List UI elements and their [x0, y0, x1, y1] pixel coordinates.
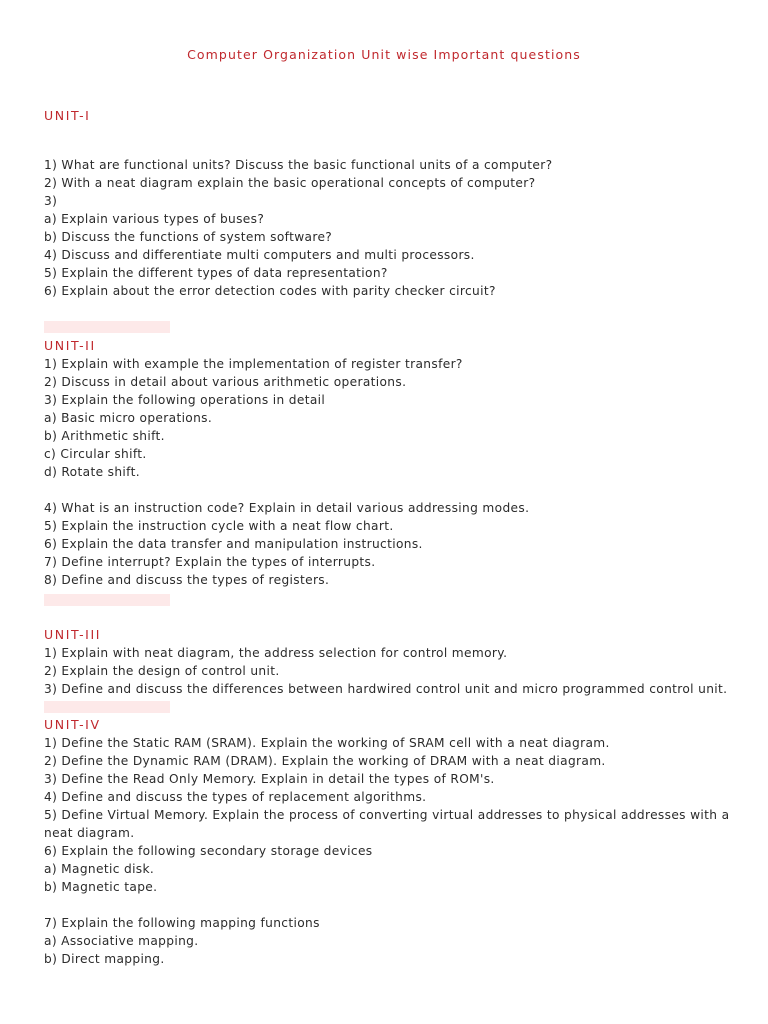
unit-2-question: 1) Explain with example the implementation of register transfer?: [44, 357, 463, 371]
unit-4-question: b) Magnetic tape.: [44, 880, 158, 894]
unit-1-heading: UNIT-I: [44, 108, 91, 123]
unit-4-question: 3) Define the Read Only Memory. Explain in detail the types of ROM's.: [44, 772, 495, 786]
unit-2-question: b) Arithmetic shift.: [44, 429, 165, 443]
unit-1-question: 5) Explain the different types of data representation?: [44, 266, 388, 280]
unit-4-heading: UNIT-IV: [44, 717, 101, 732]
unit-4-question: 6) Explain the following secondary storage devices: [44, 844, 373, 858]
unit-2-heading: UNIT-II: [44, 338, 96, 353]
unit-4-question: neat diagram.: [44, 826, 135, 840]
unit-4-question: a) Magnetic disk.: [44, 862, 155, 876]
faded-watermark: [44, 701, 170, 713]
unit-4-question: 1) Define the Static RAM (SRAM). Explain the working of SRAM cell with a neat diagram.: [44, 736, 610, 750]
unit-2-question: 6) Explain the data transfer and manipulation instructions.: [44, 537, 423, 551]
unit-1-question: 4) Discuss and differentiate multi computers and multi processors.: [44, 248, 475, 262]
unit-1-question: 2) With a neat diagram explain the basic operational concepts of computer?: [44, 176, 536, 190]
unit-2-question: 7) Define interrupt? Explain the types of interrupts.: [44, 555, 376, 569]
unit-4-question: 2) Define the Dynamic RAM (DRAM). Explain the working of DRAM with a neat diagram.: [44, 754, 606, 768]
unit-4-question: a) Associative mapping.: [44, 934, 199, 948]
unit-1-question: 3): [44, 194, 58, 208]
unit-1-question: 6) Explain about the error detection codes with parity checker circuit?: [44, 284, 496, 298]
unit-4-question: 7) Explain the following mapping functions: [44, 916, 320, 930]
unit-2-question: 4) What is an instruction code? Explain in detail various addressing modes.: [44, 501, 530, 515]
unit-1-question: a) Explain various types of buses?: [44, 212, 265, 226]
document-title: Computer Organization Unit wise Important questions: [187, 47, 581, 62]
unit-2-question: 5) Explain the instruction cycle with a neat flow chart.: [44, 519, 394, 533]
unit-2-question: 3) Explain the following operations in detail: [44, 393, 326, 407]
unit-3-question: 1) Explain with neat diagram, the address selection for control memory.: [44, 646, 508, 660]
unit-2-question: a) Basic micro operations.: [44, 411, 213, 425]
unit-1-question: 1) What are functional units? Discuss the basic functional units of a computer?: [44, 158, 553, 172]
unit-2-question: 2) Discuss in detail about various arithmetic operations.: [44, 375, 407, 389]
unit-2-question: d) Rotate shift.: [44, 465, 140, 479]
unit-2-question: 8) Define and discuss the types of registers.: [44, 573, 330, 587]
unit-4-question: b) Direct mapping.: [44, 952, 165, 966]
unit-2-question: c) Circular shift.: [44, 447, 147, 461]
unit-1-question: b) Discuss the functions of system software?: [44, 230, 333, 244]
unit-4-question: 4) Define and discuss the types of replacement algorithms.: [44, 790, 427, 804]
unit-4-question: 5) Define Virtual Memory. Explain the process of converting virtual addresses to physical addresses with a: [44, 808, 730, 822]
faded-watermark: [44, 594, 170, 606]
faded-watermark: [44, 321, 170, 333]
unit-3-heading: UNIT-III: [44, 627, 102, 642]
unit-3-question: 2) Explain the design of control unit.: [44, 664, 280, 678]
unit-3-question: 3) Define and discuss the differences between hardwired control unit and micro programmed control unit.: [44, 682, 728, 696]
